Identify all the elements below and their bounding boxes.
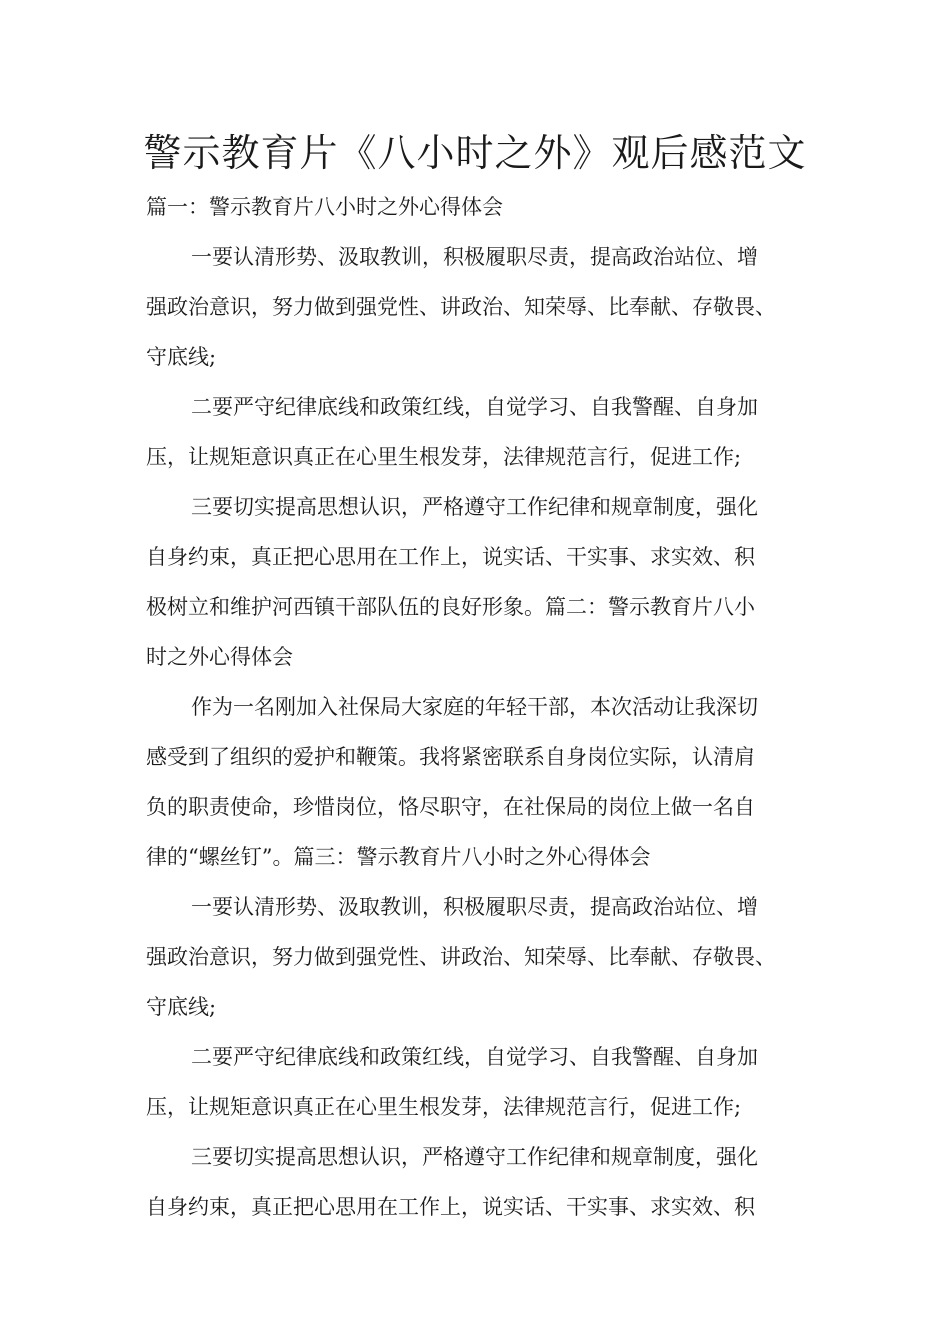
text-line: 感受到了组织的爱护和鞭策。我将紧密联系自身岗位实际，认清肩 (146, 745, 755, 769)
document-body (146, 182, 826, 1232)
text-line: 守底线; (146, 345, 217, 369)
text-line: 强政治意识，努力做到强党性、讲政治、知荣辱、比奉献、存敬畏、 (146, 295, 776, 319)
text-line: 压，让规矩意识真正在心里生根发芽，法律规范言行，促进工作; (146, 1095, 742, 1119)
text-line: 篇一：警示教育片八小时之外心得体会 (146, 195, 503, 219)
text-line: 负的职责使命，珍惜岗位，恪尽职守，在社保局的岗位上做一名自 (146, 795, 755, 819)
text-line: 一要认清形势、汲取教训，积极履职尽责，提高政治站位、增 (191, 895, 758, 919)
text-line: 律的“螺丝钉”。篇三：警示教育片八小时之外心得体会 (146, 845, 651, 869)
text-line: 二要严守纪律底线和政策红线，自觉学习、自我警醒、自身加 (191, 1045, 758, 1069)
document-title: 警示教育片《八小时之外》观后感范文 (143, 131, 807, 175)
text-line: 压，让规矩意识真正在心里生根发芽，法律规范言行，促进工作; (146, 445, 742, 469)
text-line: 三要切实提高思想认识，严格遵守工作纪律和规章制度，强化 (191, 495, 758, 519)
text-line: 极树立和维护河西镇干部队伍的良好形象。篇二：警示教育片八小 (146, 595, 755, 619)
text-line: 二要严守纪律底线和政策红线，自觉学习、自我警醒、自身加 (191, 395, 758, 419)
text-line: 强政治意识，努力做到强党性、讲政治、知荣辱、比奉献、存敬畏、 (146, 945, 776, 969)
text-line: 守底线; (146, 995, 217, 1019)
text-line: 自身约束，真正把心思用在工作上，说实话、干实事、求实效、积 (146, 545, 755, 569)
text-line: 自身约束，真正把心思用在工作上，说实话、干实事、求实效、积 (146, 1195, 755, 1219)
text-line: 三要切实提高思想认识，严格遵守工作纪律和规章制度，强化 (191, 1145, 758, 1169)
text-line: 时之外心得体会 (146, 645, 293, 669)
text-line: 一要认清形势、汲取教训，积极履职尽责，提高政治站位、增 (191, 245, 758, 269)
text-line: 作为一名刚加入社保局大家庭的年轻干部，本次活动让我深切 (191, 695, 758, 719)
